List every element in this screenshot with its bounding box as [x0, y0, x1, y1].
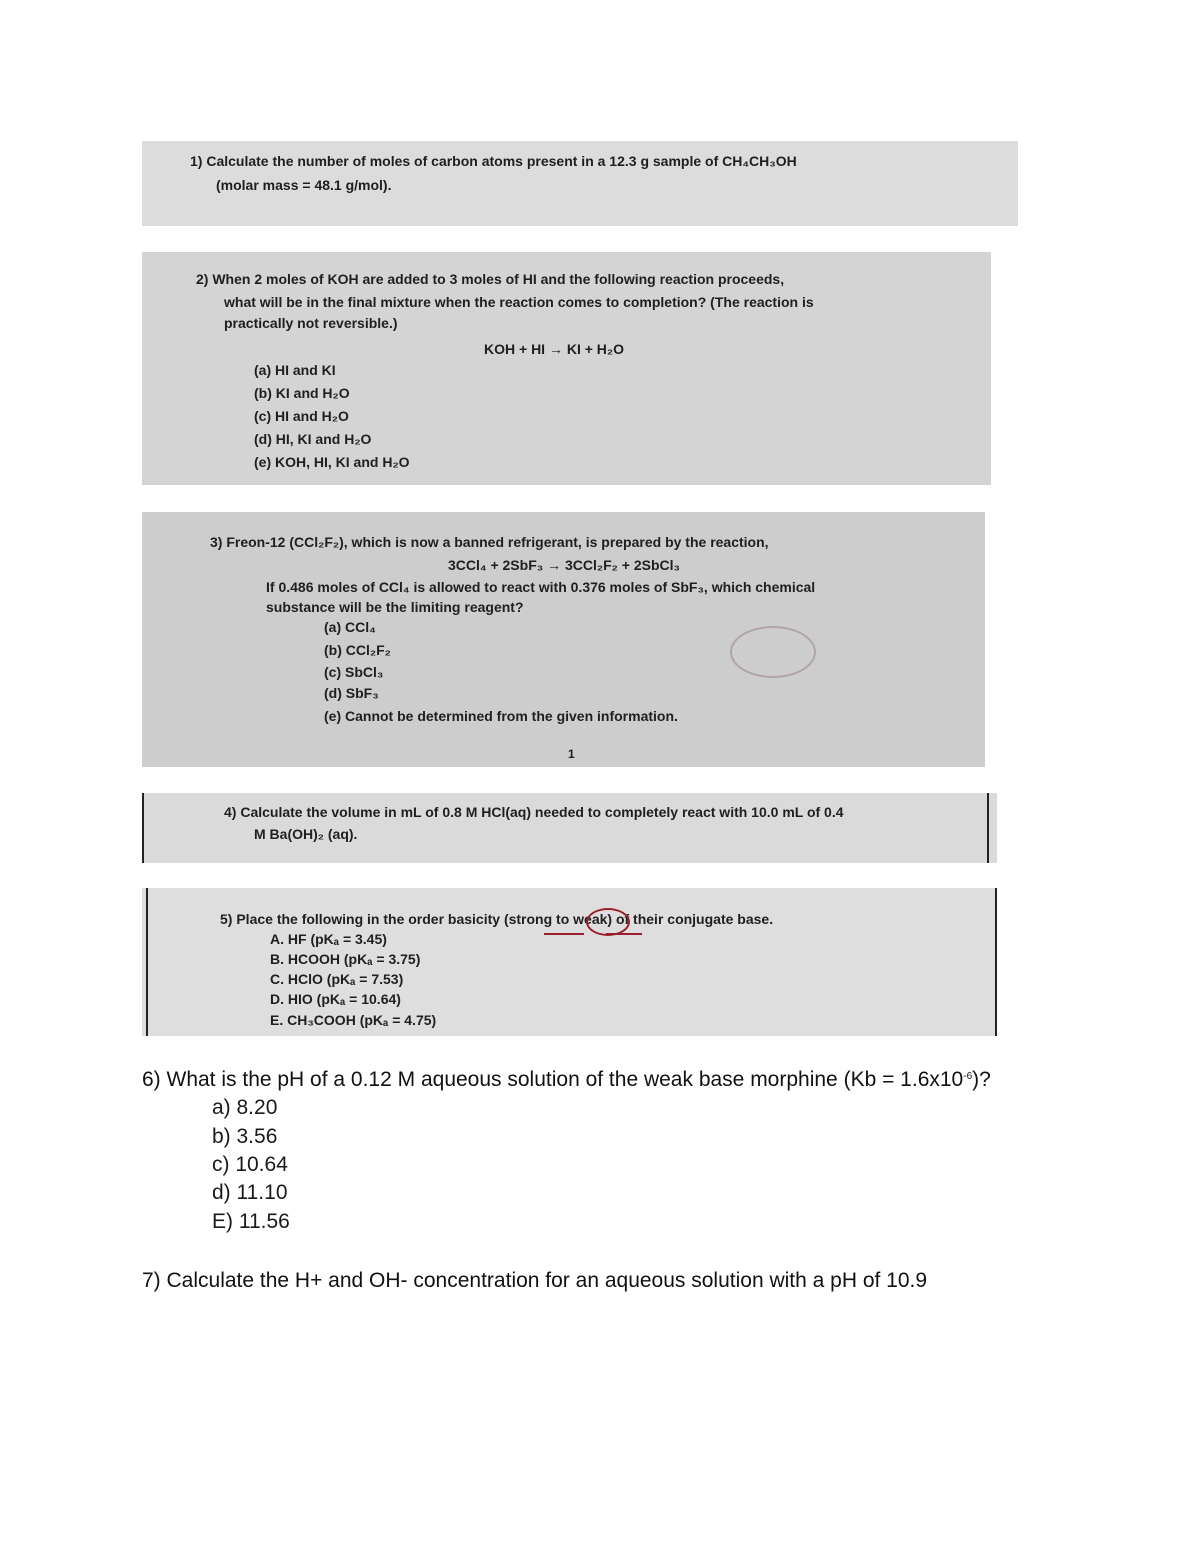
right-border-line — [987, 793, 989, 863]
question-5-photo — [142, 888, 997, 1036]
question-4-line-2: M Ba(OH)₂ (aq). — [254, 826, 358, 842]
question-1-line-1: 1) Calculate the number of moles of carbon atoms present in a 12.3 g sample of CH₄CH₃OH — [190, 153, 797, 169]
question-1-line-2: (molar mass = 48.1 g/mol). — [216, 177, 392, 193]
question-3-option-d: (d) SbF₃ — [324, 685, 379, 701]
question-5-line-1: 5) Place the following in the order basicity (strong to weak) of their conjugate base. — [220, 911, 774, 927]
page-number: 1 — [568, 747, 575, 761]
question-3-line-2: If 0.486 moles of CCl₄ is allowed to react with 0.376 moles of SbF₃, which chemical — [266, 579, 816, 595]
question-6-exponent: -6 — [963, 1071, 973, 1082]
question-6-option-d: d) 11.10 — [212, 1181, 288, 1204]
question-3-photo — [142, 512, 985, 767]
question-7-text: 7) Calculate the H+ and OH- concentration for an aqueous solution with a pH of 10.9 — [142, 1269, 928, 1292]
question-1-photo — [142, 141, 1018, 226]
question-5-option-a: A. HF (pKₐ = 3.45) — [270, 931, 387, 947]
question-3-option-a: (a) CCl₄ — [324, 619, 376, 635]
question-6-option-a: a) 8.20 — [212, 1096, 278, 1119]
question-3-line-1: 3) Freon-12 (CCl₂F₂), which is now a banned refrigerant, is prepared by the reaction, — [210, 534, 769, 550]
question-3-option-e: (e) Cannot be determined from the given information. — [324, 708, 678, 724]
question-6-option-b: b) 3.56 — [212, 1125, 278, 1148]
question-2-equation: KOH + HI → KI + H₂O — [484, 341, 625, 357]
question-2-option-e: (e) KOH, HI, KI and H₂O — [254, 454, 410, 470]
question-3-option-b: (b) CCl₂F₂ — [324, 642, 391, 658]
question-2-option-c: (c) HI and H₂O — [254, 408, 349, 424]
question-6-option-e: E) 11.56 — [212, 1210, 290, 1233]
question-4-line-1: 4) Calculate the volume in mL of 0.8 M HCl(aq) needed to completely react with 10.0 mL of 0.4 — [224, 804, 844, 820]
question-5-option-b: B. HCOOH (pKₐ = 3.75) — [270, 951, 421, 967]
question-2-option-a: (a) HI and KI — [254, 362, 336, 378]
question-2-option-b: (b) KI and H₂O — [254, 385, 350, 401]
question-2-line-3: practically not reversible.) — [224, 315, 398, 331]
question-5-option-c: C. HClO (pKₐ = 7.53) — [270, 971, 404, 987]
question-3-equation: 3CCl₄ + 2SbF₃ → 3CCl₂F₂ + 2SbCl₃ — [448, 557, 680, 573]
handwritten-circle-mark — [586, 908, 630, 936]
question-2-line-1: 2) When 2 moles of KOH are added to 3 moles of HI and the following reaction proceeds, — [196, 271, 785, 287]
question-2-option-d: (d) HI, KI and H₂O — [254, 431, 372, 447]
question-6-stem-main: 6) What is the pH of a 0.12 M aqueous solution of the weak base morphine (Kb = 1.6x10 — [142, 1068, 964, 1091]
right-border-line — [995, 888, 997, 1036]
question-2-line-2: what will be in the final mixture when the reaction comes to completion? (The reaction is — [224, 294, 814, 310]
question-6-stem-end: )? — [972, 1068, 991, 1091]
question-5-option-e: E. CH₃COOH (pKₐ = 4.75) — [270, 1012, 437, 1028]
question-3-line-3: substance will be the limiting reagent? — [266, 599, 524, 615]
question-6-option-c: c) 10.64 — [212, 1153, 288, 1176]
handwritten-underline-mark — [606, 933, 642, 935]
faint-circle-mark — [730, 626, 816, 678]
question-6-stem — [142, 1066, 991, 1094]
left-border-line — [146, 888, 148, 1036]
question-2-photo — [142, 252, 991, 485]
question-3-option-c: (c) SbCl₃ — [324, 664, 384, 680]
question-5-option-d: D. HIO (pKₐ = 10.64) — [270, 991, 401, 1007]
handwritten-underline-mark — [544, 933, 584, 935]
left-border-line — [142, 793, 144, 863]
question-4-photo — [142, 793, 997, 863]
